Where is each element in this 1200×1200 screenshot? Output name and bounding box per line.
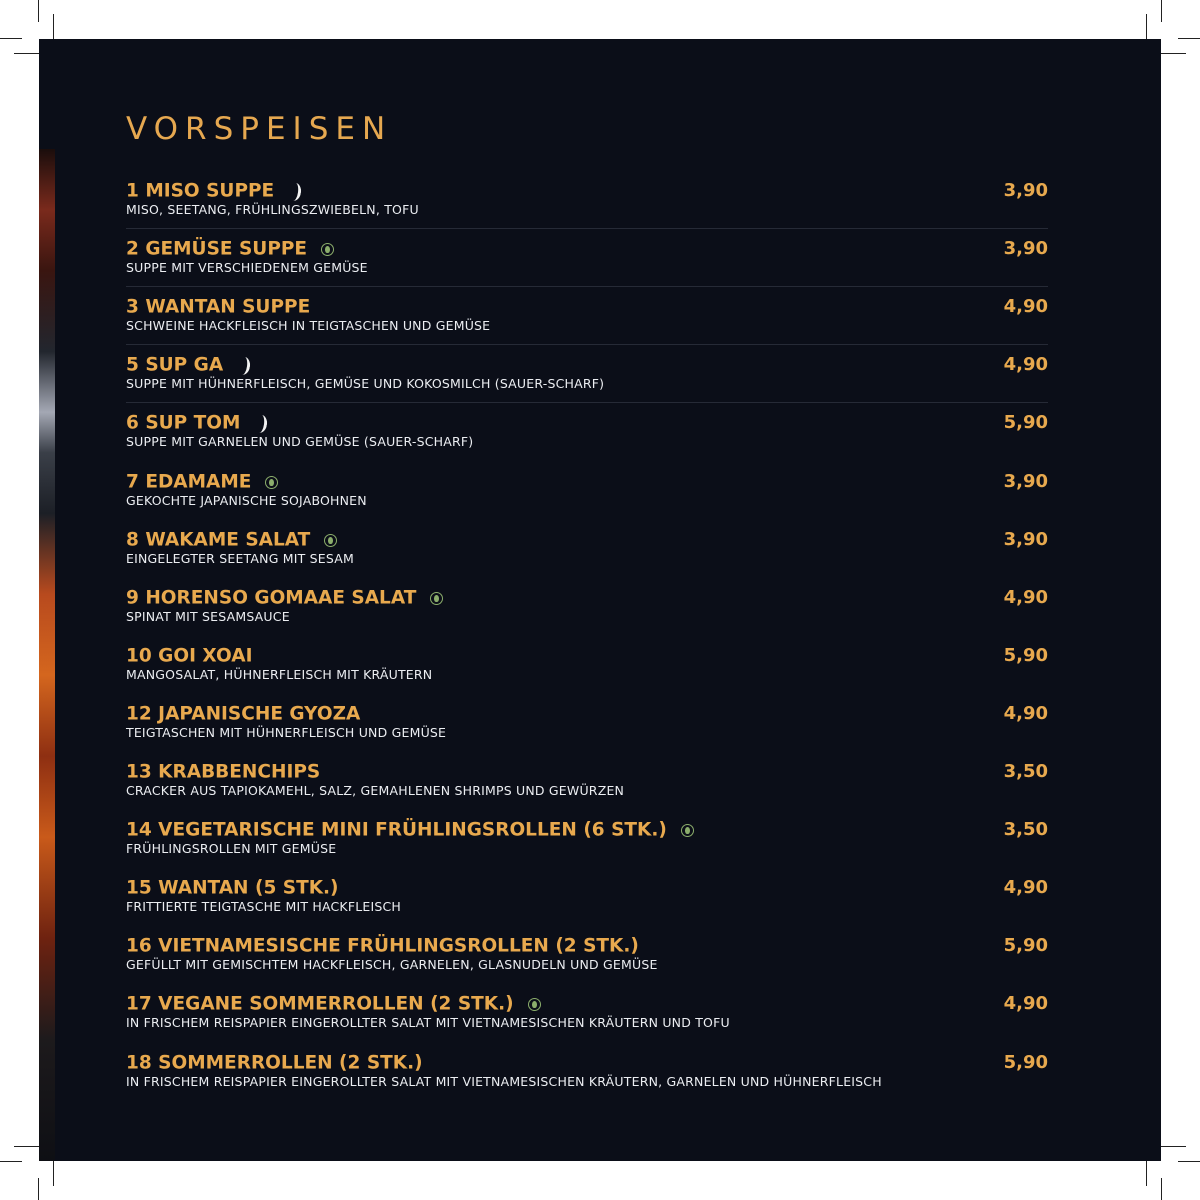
menu-item-price: 4,90: [1003, 877, 1048, 899]
crop-mark: [38, 0, 39, 22]
menu-item-description: EINGELEGTER SEETANG MIT SESAM: [126, 550, 354, 566]
menu-item-price: 5,90: [1003, 412, 1048, 434]
section-title: VORSPEISEN: [126, 111, 393, 147]
menu-item-description: IN FRISCHEM REISPAPIER EINGEROLLTER SALAT MIT VIETNAMESISCHEN KRÄUTERN UND TOFU: [126, 1015, 730, 1031]
menu-item: [126, 757, 1048, 809]
menu-item: [126, 1048, 1048, 1100]
menu-item-price: 4,90: [1003, 296, 1048, 318]
menu-item-name-line: [126, 412, 267, 435]
crop-mark: [1146, 1158, 1147, 1186]
chili-icon: [289, 182, 302, 201]
menu-item-description: IN FRISCHEM REISPAPIER EINGEROLLTER SALAT MIT VIETNAMESISCHEN KRÄUTERN, GARNELEN UND HÜHNERFLEISCH: [126, 1073, 882, 1089]
menu-item: [126, 525, 1048, 577]
menu-item-name: 12 JAPANISCHE GYOZA: [126, 703, 361, 725]
menu-item-name: 13 KRABBENCHIPS: [126, 761, 321, 783]
menu-item: [126, 989, 1048, 1041]
menu-item-name: 1 MISO SUPPE: [126, 180, 275, 202]
crop-mark: [1146, 14, 1147, 42]
menu-item-name-line: [126, 238, 334, 261]
menu-item-name-line: [126, 354, 250, 377]
food-photo-edge: [39, 149, 55, 1161]
menu-item-name-line: [126, 993, 541, 1016]
crop-mark: [53, 14, 54, 42]
menu-item: [126, 873, 1048, 925]
crop-mark: [38, 1178, 39, 1200]
vegan-icon: [321, 243, 334, 256]
menu-item-name-line: [126, 296, 310, 319]
chili-icon: [238, 356, 251, 375]
menu-item-name: 16 VIETNAMESISCHE FRÜHLINGSROLLEN (2 STK.): [126, 935, 639, 957]
menu-item: [126, 292, 1048, 345]
menu-item-name-line: [126, 761, 320, 784]
menu-item-price: 3,90: [1003, 180, 1048, 201]
menu-item-price: 4,90: [1003, 702, 1048, 724]
menu-item: [126, 408, 1048, 460]
vegan-icon: [430, 592, 443, 605]
menu-item-description: FRÜHLINGSROLLEN MIT GEMÜSE: [126, 841, 337, 857]
menu-item: [126, 931, 1048, 983]
menu-item-name: 6 SUP TOM: [126, 412, 241, 434]
menu-item-description: MANGOSALAT, HÜHNERFLEISCH MIT KRÄUTERN: [126, 666, 433, 682]
menu-item-description: SUPPE MIT HÜHNERFLEISCH, GEMÜSE UND KOKOSMILCH (SAUER-SCHARF): [126, 376, 605, 392]
menu-page: [39, 39, 1161, 1161]
vegan-icon: [265, 476, 278, 489]
menu-item-description: CRACKER AUS TAPIOKAMEHL, SALZ, GEMAHLENEN SHRIMPS UND GEWÜRZEN: [126, 783, 625, 798]
menu-item-description: GEFÜLLT MIT GEMISCHTEM HACKFLEISCH, GARNELEN, GLASNUDELN UND GEMÜSE: [126, 957, 658, 973]
menu-item-name: 3 WANTAN SUPPE: [126, 296, 311, 318]
menu-item-price: 5,90: [1003, 1051, 1048, 1073]
menu-item-description: SCHWEINE HACKFLEISCH IN TEIGTASCHEN UND GEMÜSE: [126, 318, 491, 334]
menu-item-description: GEKOCHTE JAPANISCHE SOJABOHNEN: [126, 492, 367, 508]
menu-item-price: 3,50: [1003, 819, 1048, 841]
menu-item-name-line: [126, 1052, 423, 1075]
menu-item: [126, 467, 1048, 519]
menu-item-name: 18 SOMMERROLLEN (2 STK.): [126, 1052, 423, 1073]
menu-item-price: 5,90: [1003, 644, 1048, 666]
crop-mark: [1161, 0, 1162, 22]
crop-mark: [0, 38, 22, 39]
menu-item-name: 10 GOI XOAI: [126, 645, 253, 667]
menu-item: [126, 699, 1048, 751]
menu-item-name-line: [126, 587, 443, 610]
menu-item-name-line: [126, 180, 301, 203]
menu-item-price: 4,90: [1003, 586, 1048, 608]
crop-mark: [1158, 1146, 1186, 1147]
menu-item-name: 17 VEGANE SOMMERROLLEN (2 STK.): [126, 993, 514, 1015]
menu-item-name: 8 WAKAME SALAT: [126, 529, 311, 551]
menu-item-name-line: [126, 935, 639, 958]
menu-item-name: 15 WANTAN (5 STK.): [126, 877, 339, 899]
menu-item-name: 7 EDAMAME: [126, 471, 252, 492]
menu-item-name-line: [126, 471, 278, 494]
menu-item-name-line: [126, 703, 360, 726]
menu-item-price: 3,90: [1003, 470, 1048, 492]
vegan-icon: [528, 998, 541, 1011]
menu-item-name-line: [126, 819, 694, 842]
vegan-icon: [681, 824, 694, 837]
crop-mark: [14, 53, 42, 54]
menu-item: [126, 583, 1048, 635]
menu-item-name: 2 GEMÜSE SUPPE: [126, 238, 308, 260]
menu-item-price: 3,50: [1003, 761, 1048, 782]
crop-mark: [53, 1158, 54, 1186]
crop-mark: [0, 1161, 22, 1162]
crop-mark: [14, 1146, 42, 1147]
menu-item-price: 3,90: [1003, 238, 1048, 260]
chili-icon: [255, 414, 268, 433]
menu-item: [126, 234, 1048, 287]
menu-item-name-line: [126, 877, 339, 900]
menu-item-name-line: [126, 645, 252, 668]
crop-mark: [1161, 1178, 1162, 1200]
menu-item-description: MISO, SEETANG, FRÜHLINGSZWIEBELN, TOFU: [126, 202, 419, 217]
menu-item-name: 14 VEGETARISCHE MINI FRÜHLINGSROLLEN (6 STK.): [126, 819, 667, 841]
menu-item-description: SPINAT MIT SESAMSAUCE: [126, 608, 290, 624]
menu-item: [126, 350, 1048, 403]
menu-item: [126, 176, 1048, 229]
menu-item: [126, 815, 1048, 867]
menu-item-description: TEIGTASCHEN MIT HÜHNERFLEISCH UND GEMÜSE: [126, 724, 447, 740]
menu-item-name-line: [126, 529, 337, 552]
menu-item-name: 5 SUP GA: [126, 354, 224, 376]
menu-item-name: 9 HORENSO GOMAAE SALAT: [126, 587, 417, 609]
crop-mark: [1178, 38, 1200, 39]
crop-mark: [1178, 1161, 1200, 1162]
menu-item-description: SUPPE MIT VERSCHIEDENEM GEMÜSE: [126, 260, 368, 276]
menu-item-description: FRITTIERTE TEIGTASCHE MIT HACKFLEISCH: [126, 899, 402, 915]
menu-item-price: 3,90: [1003, 528, 1048, 550]
menu-item-price: 4,90: [1003, 993, 1048, 1015]
menu-item-description: SUPPE MIT GARNELEN UND GEMÜSE (SAUER-SCHARF): [126, 434, 474, 450]
vegan-icon: [324, 534, 337, 547]
menu-item-price: 5,90: [1003, 935, 1048, 957]
menu-item: [126, 641, 1048, 693]
crop-mark: [1158, 53, 1186, 54]
menu-item-price: 4,90: [1003, 354, 1048, 376]
